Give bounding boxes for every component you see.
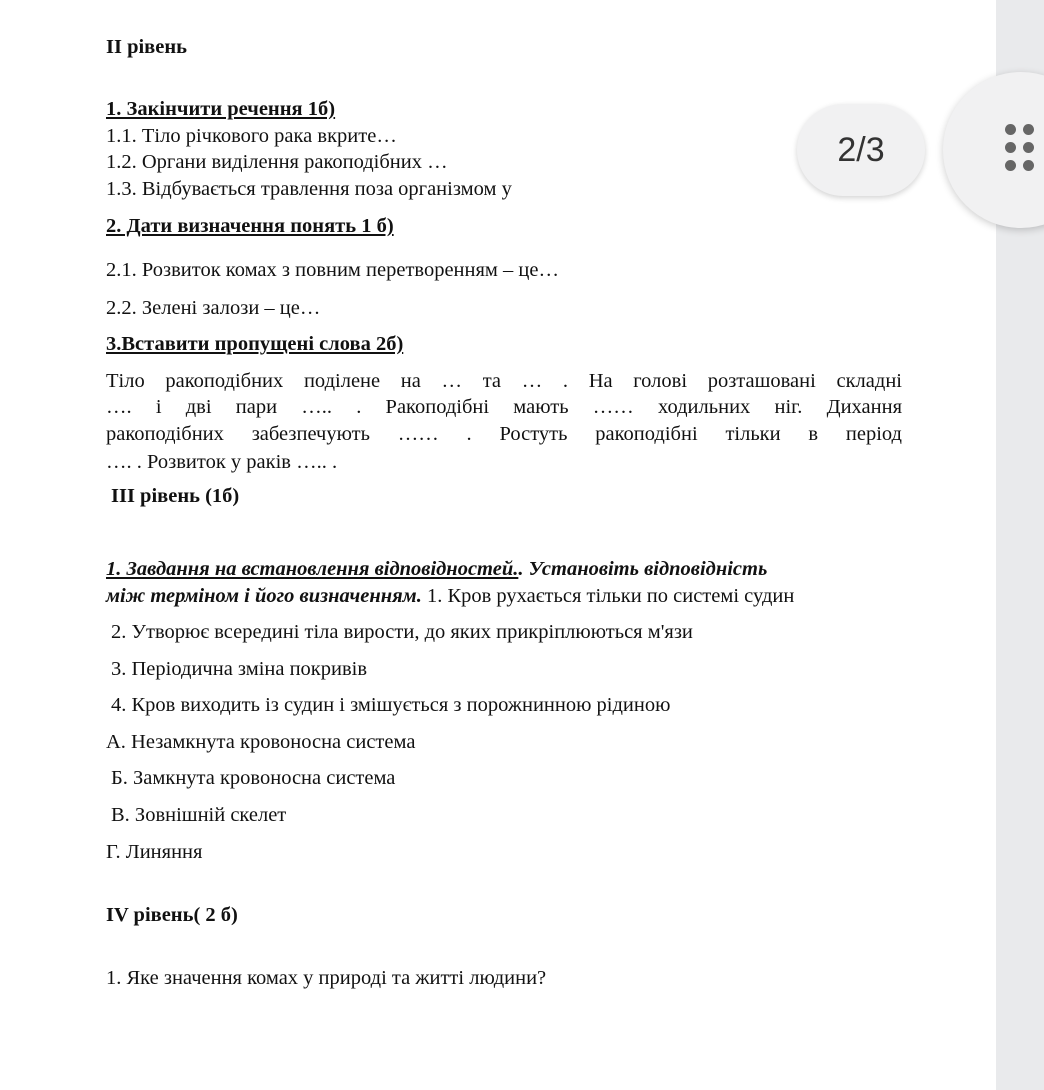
task-3-paragraph-line-4: …. . Розвиток у раків ….. . <box>106 451 338 473</box>
task-2-line-2: 2.2. Зелені залози – це… <box>106 297 321 319</box>
task-3-paragraph-line-1: Тіло ракоподібних поділене на … та … . На голові розташовані складні <box>106 370 902 392</box>
task-1-line-3: 1.3. Відбувається травлення поза організмом у <box>106 178 512 200</box>
task-1-line-1: 1.1. Тіло річкового рака вкрите… <box>106 125 397 147</box>
task-4-option-d: Г. Линяння <box>106 841 203 863</box>
task-3-paragraph-line-3: ракоподібних забезпечують …… . Ростуть ракоподібні тільки в період <box>106 423 902 445</box>
task-2-heading: 2. Дати визначення понять 1 б) <box>106 215 394 237</box>
task-4-option-b: Б. Замкнута кровоносна система <box>111 767 396 789</box>
task-4-heading-line-1 <box>106 557 767 581</box>
task-4-heading-line-2 <box>106 584 794 608</box>
task-5-question: 1. Яке значення комах у природі та житті людини? <box>106 967 547 989</box>
task-4-item-4: 4. Кров виходить із судин і змішується з порожнинною рідиною <box>111 694 671 716</box>
task-4-heading-part-2: між терміном і його визначенням. <box>106 585 422 607</box>
task-4-option-c: В. Зовнішній скелет <box>111 804 287 826</box>
task-4-item-2: 2. Утворює всередині тіла вирости, до яких прикріплюються м'язи <box>111 621 693 643</box>
task-4-item-3: 3. Періодична зміна покривів <box>111 658 368 680</box>
task-1-line-2: 1.2. Органи виділення ракоподібних … <box>106 151 448 173</box>
task-4-option-a: А. Незамкнута кровоносна система <box>106 731 416 753</box>
task-4-item-1: 1. Кров рухається тільки по системі судин <box>421 585 795 607</box>
task-2-line-1: 2.1. Розвиток комах з повним перетворенням – це… <box>106 259 559 281</box>
task-4-heading-underlined: 1. Завдання на встановлення відповідностей. <box>106 558 519 580</box>
level-3-heading: III рівень (1б) <box>111 485 240 507</box>
page-counter-badge: 2/3 <box>797 104 925 196</box>
level-4-heading: IV рівень( 2 б) <box>106 904 238 926</box>
level-2-heading: II рівень <box>106 36 187 58</box>
task-3-heading: 3.Вставити пропущені слова 2б) <box>106 333 404 355</box>
task-4-heading-tail: . Установіть відповідність <box>518 558 768 580</box>
task-3-paragraph-line-2: …. і дві пари ….. . Ракоподібні мають …… ходильних ніг. Дихання <box>106 396 902 418</box>
task-1-heading: 1. Закінчити речення 1б) <box>106 98 336 120</box>
